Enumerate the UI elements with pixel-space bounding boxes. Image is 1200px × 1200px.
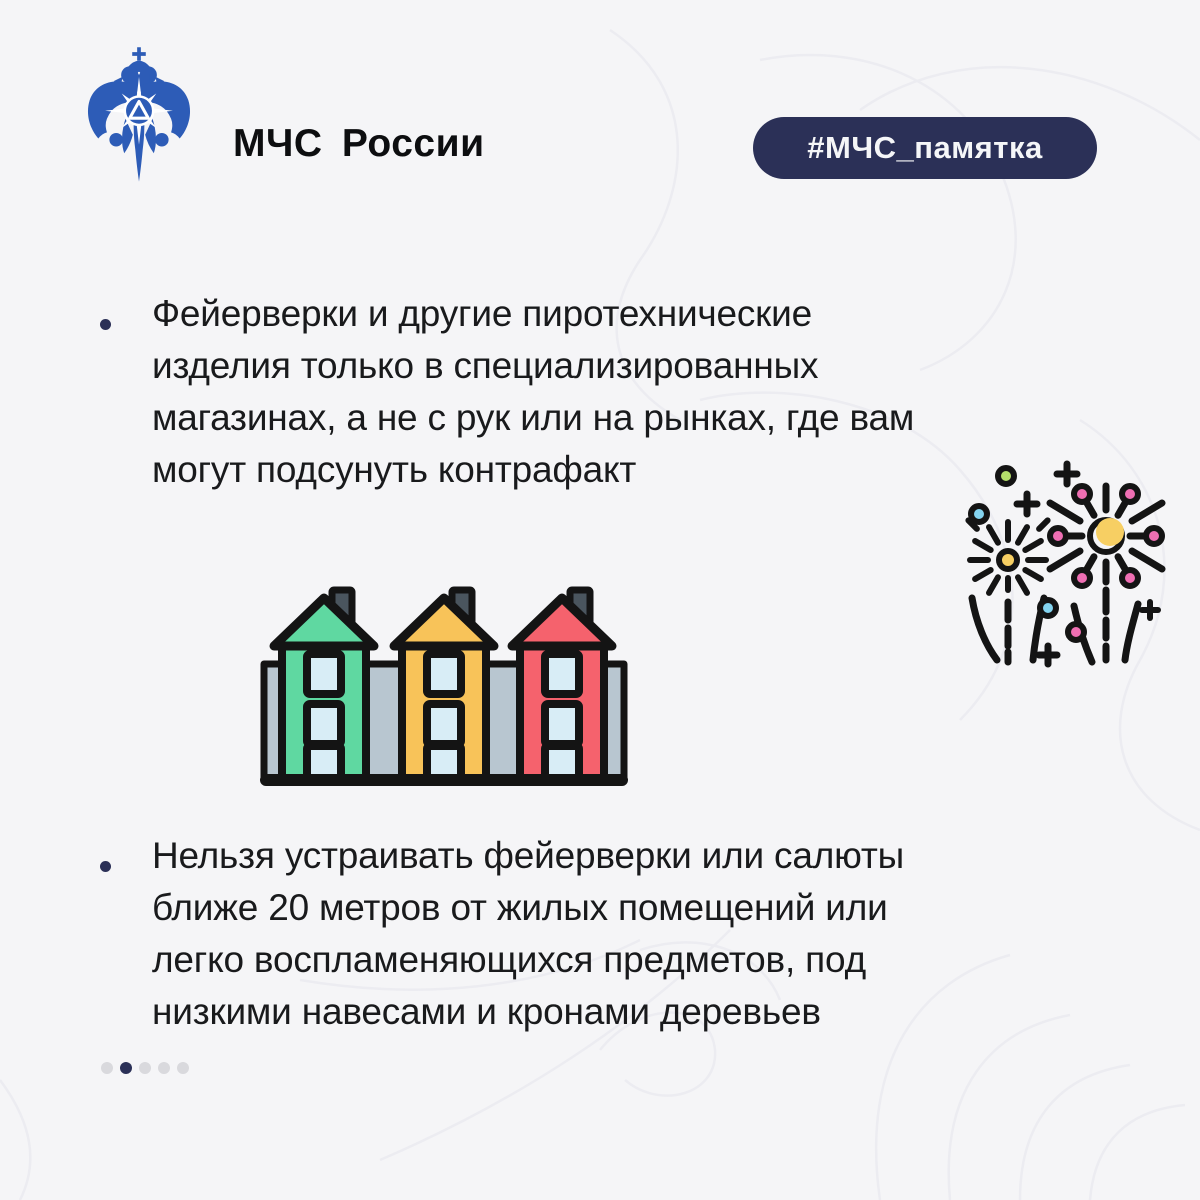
bullet-1-line-2: изделия только в специализированных — [152, 345, 819, 386]
brand-title: МЧС России — [233, 122, 485, 165]
page-dot-5[interactable] — [177, 1062, 189, 1074]
bullet-item-1 — [100, 288, 914, 496]
hashtag-badge[interactable]: #МЧС_памятка — [753, 117, 1097, 179]
bullet-text-1 — [152, 288, 914, 496]
bullet-dot-icon — [100, 861, 111, 872]
page-dot-1[interactable] — [101, 1062, 113, 1074]
bullet-1-line-3: магазинах, а не с рук или на рынках, где вам — [152, 397, 915, 438]
bullet-1-line-4: могут подсунуть контрафакт — [152, 449, 637, 490]
bullet-2-line-3: легко воспламеняющихся предметов, под — [152, 939, 866, 980]
bullet-2-line-2: ближе 20 метров от жилых помещений или — [152, 887, 888, 928]
mchs-eagle-emblem-icon — [76, 46, 202, 194]
fireworks-illustration-icon — [956, 450, 1176, 675]
page-dot-2[interactable] — [120, 1062, 132, 1074]
bullet-text-2 — [152, 830, 904, 1038]
row-houses-illustration-icon — [258, 584, 630, 796]
bullet-2-line-1: Нельзя устраивать фейерверки или салюты — [152, 835, 905, 876]
page-dot-3[interactable] — [139, 1062, 151, 1074]
bullet-dot-icon — [100, 319, 111, 330]
bullet-item-2 — [100, 830, 904, 1038]
pagination — [101, 1062, 189, 1074]
page-dot-4[interactable] — [158, 1062, 170, 1074]
bullet-2-line-4: низкими навесами и кронами деревьев — [152, 991, 821, 1032]
bullet-1-line-1: Фейерверки и другие пиротехнические — [152, 293, 813, 334]
